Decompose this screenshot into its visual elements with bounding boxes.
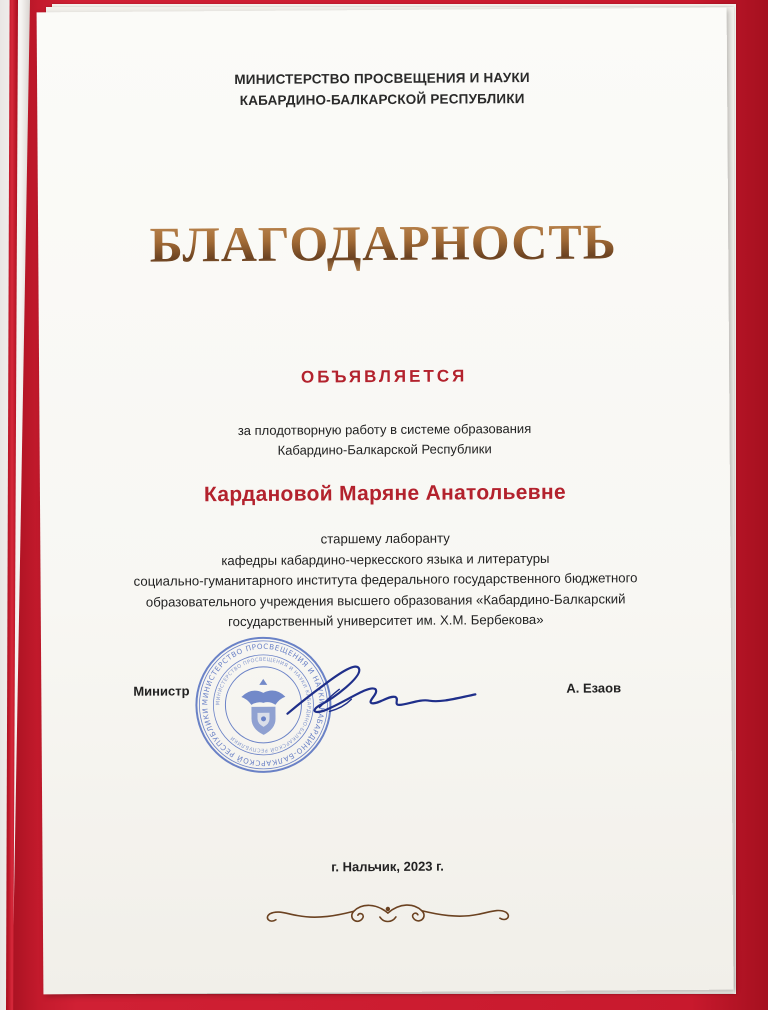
position-line: старшему лаборанту [320,530,450,547]
ornament-divider [258,894,518,932]
reason-line: за плодотворную работу в системе образования [237,420,532,439]
position-text [40,527,731,634]
position-line: образовательного учреждения высшего образования «Кабардино-Балкарский [145,590,626,610]
certificate-sheet [37,8,734,995]
reason-line: Кабардино-Балкарской Республики [277,441,492,458]
certificate-title: БЛАГОДАРНОСТЬ [38,212,728,275]
seal-ring-text: МИНИСТЕРСТВО ПРОСВЕЩЕНИЯ И НАУКИ КАБАРДИНО-БАЛКАРСКОЙ РЕСПУБЛИКИ [200,641,327,768]
position-line: государственный университет им. Х.М. Бербекова» [228,611,544,630]
handwritten-signature [279,654,480,735]
signatory-name: А. Езаов [566,680,622,696]
ministry-line: МИНИСТЕРСТВО ПРОСВЕЩЕНИЯ И НАУКИ [234,69,530,88]
recipient-name: Кардановой Маряне Анатольевне [203,480,567,507]
ministry-header [37,66,727,113]
place-date: г. Нальчик, 2023 г. [331,858,444,875]
announced-label: ОБЪЯВЛЯЕТСЯ [300,366,468,387]
signatory-role: Министр [133,683,190,699]
position-line: кафедры кабардино-черкесского языка и литературы [221,550,550,568]
ministry-line: КАБАРДИНО-БАЛКАРСКОЙ РЕСПУБЛИКИ [239,91,525,109]
reason-text [39,418,729,463]
position-line: социально-гуманитарного института федерального государственного бюджетного [133,570,638,589]
seal-ring-text: МИНИСТЕРСТВО ПРОСВЕЩЕНИЯ И НАУКИ КАБАРДИНО-БАЛКАРСКОЙ РЕСПУБЛИКИ [215,656,312,753]
